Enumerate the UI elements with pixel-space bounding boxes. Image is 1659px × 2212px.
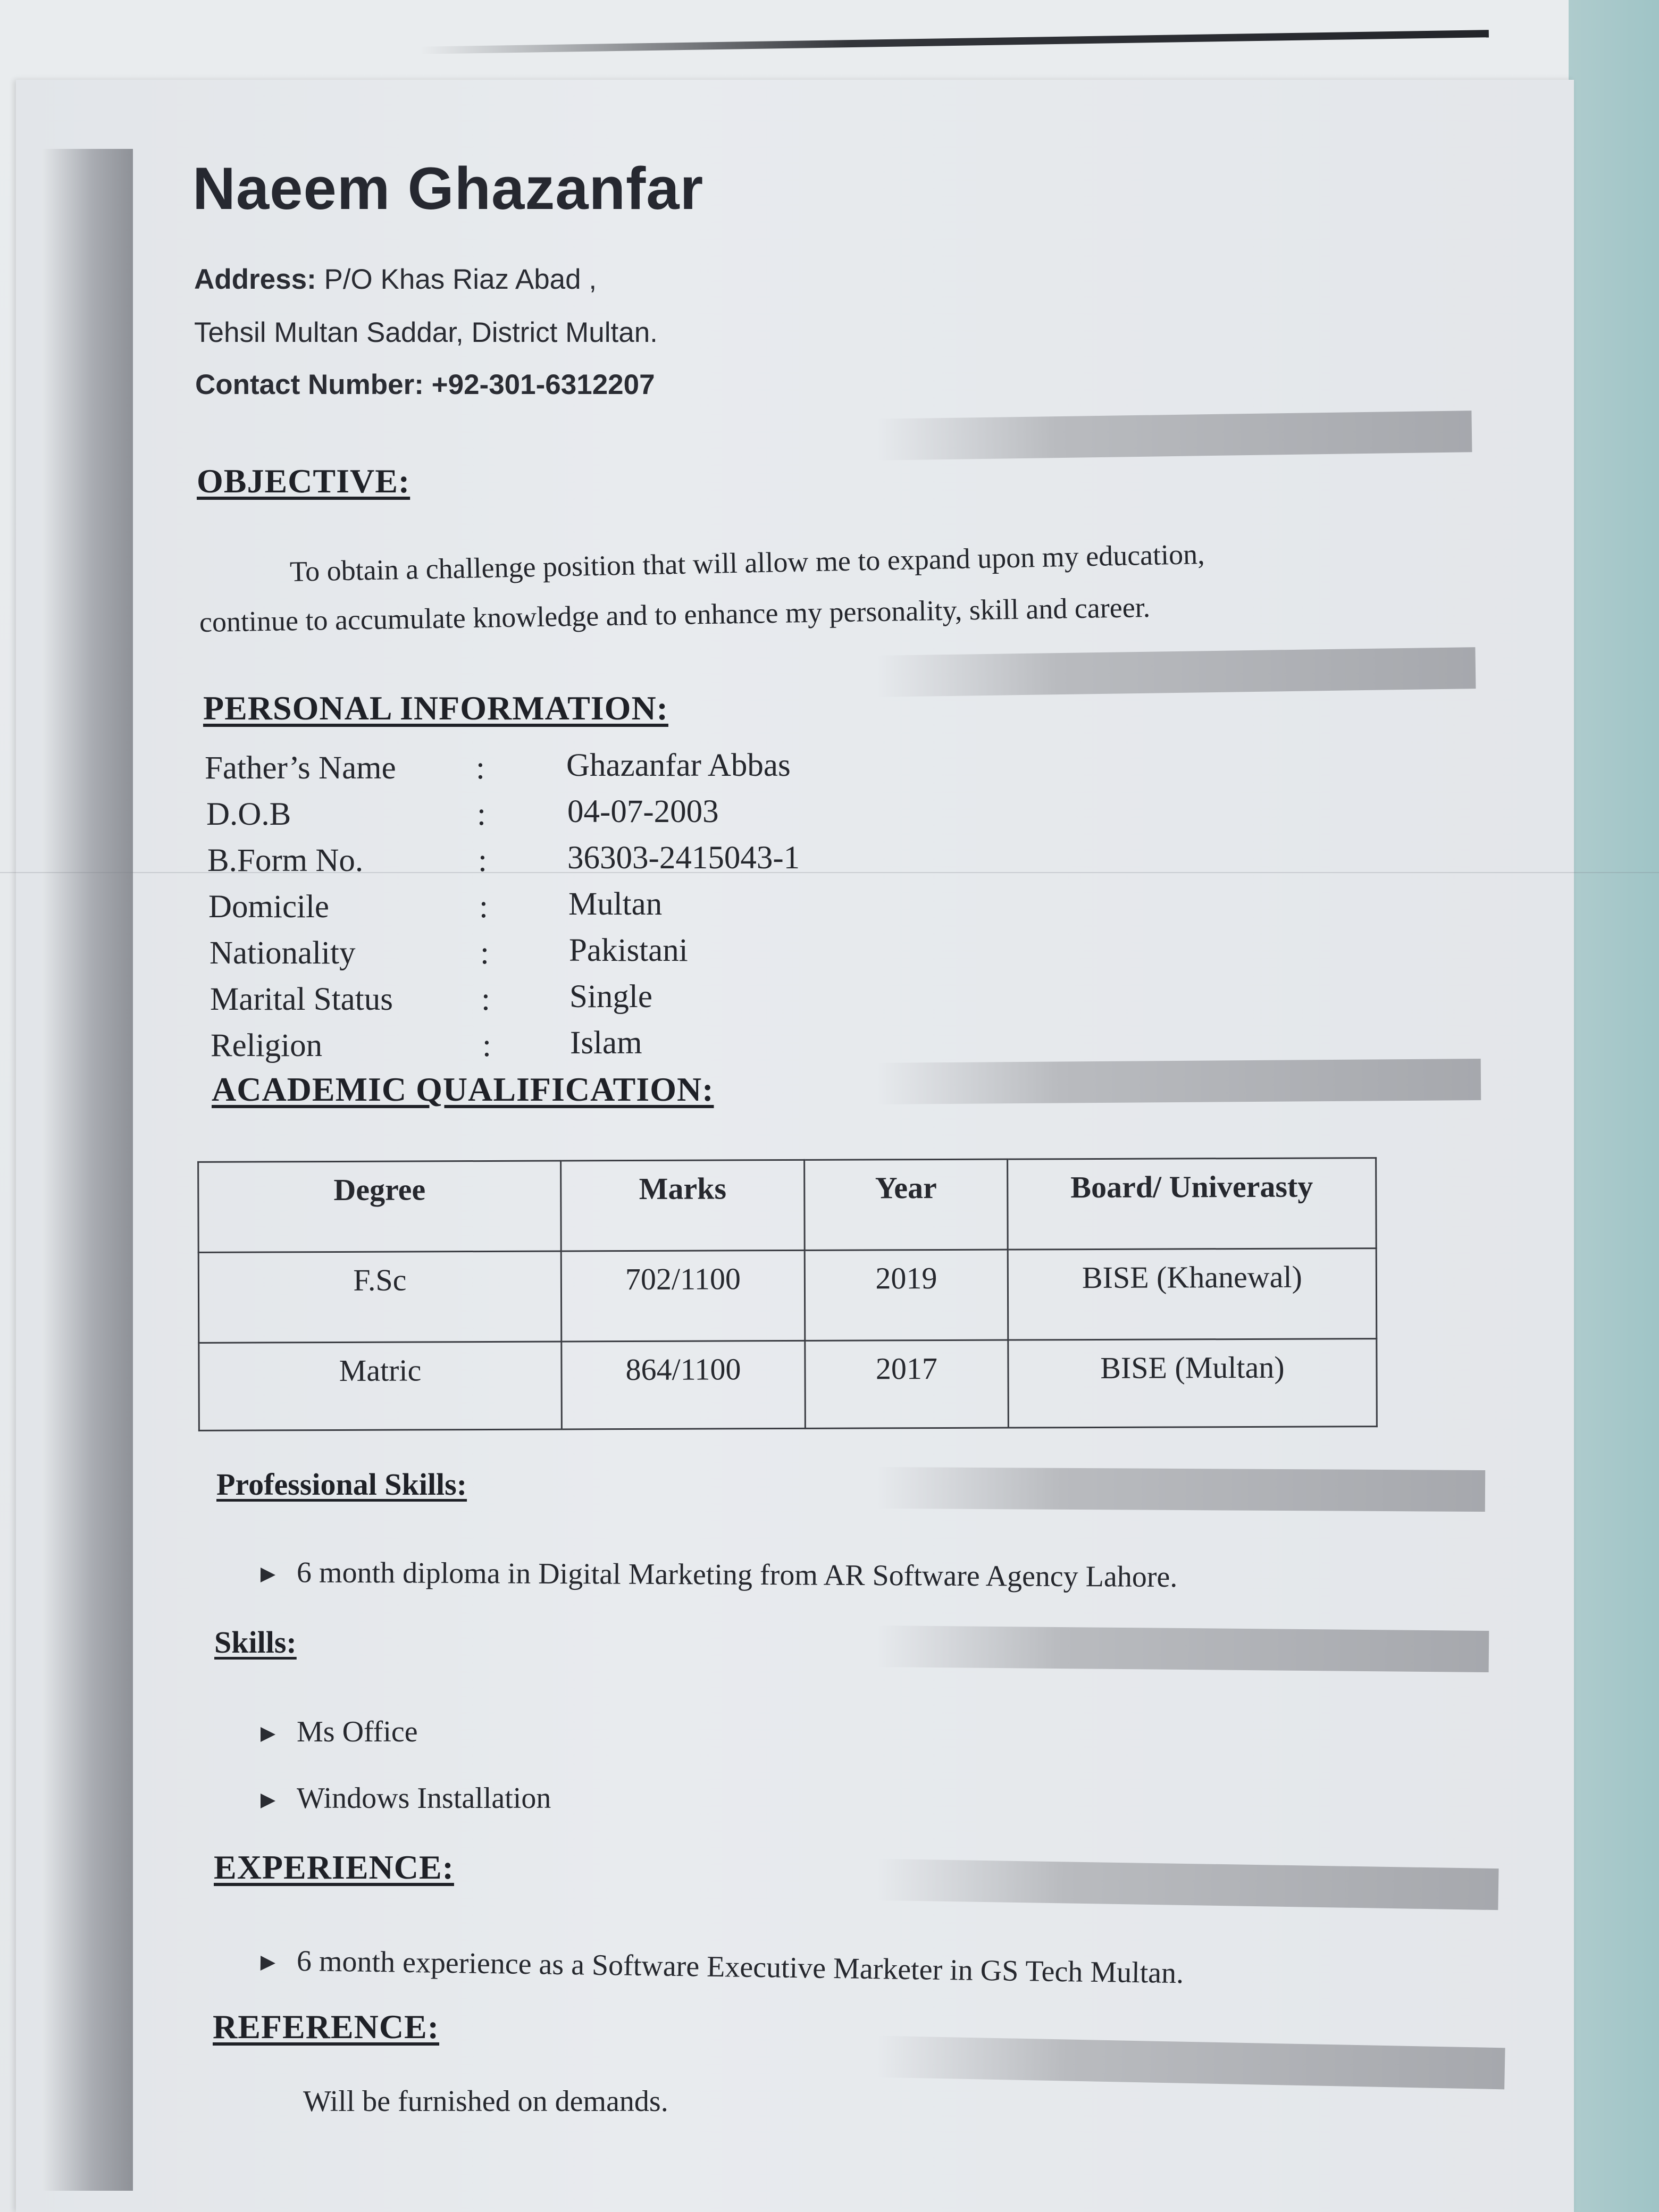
objective-line-1: To obtain a challenge position that will allow me to expand upon my education, (289, 538, 1205, 588)
address-line-1 (194, 263, 597, 296)
info-value-fathers-name: Ghazanfar Abbas (566, 748, 791, 783)
info-value-dob: 04-07-2003 (567, 794, 719, 830)
arrow-bullet-icon (261, 1727, 275, 1742)
experience-text: 6 month experience as a Software Executive Marketer in GS Tech Multan. (296, 1944, 1184, 1990)
info-label-dob: D.O.B (206, 797, 291, 832)
reference-text: Will be furnished on demands. (303, 2085, 668, 2118)
info-label-religion: Religion (211, 1028, 323, 1063)
cell-marks: 864/1100 (562, 1340, 806, 1429)
table-row (199, 1339, 1377, 1431)
info-colon: : (480, 935, 489, 971)
skill-item-windows-installation (261, 1781, 551, 1815)
contact-label: Contact Number: (195, 369, 424, 400)
skill-text: Ms Office (297, 1715, 418, 1748)
skills-heading: Skills: (214, 1625, 297, 1660)
arrow-bullet-icon (261, 1794, 275, 1808)
arrow-bullet-icon (261, 1956, 275, 1971)
personal-heading-bar (877, 647, 1476, 697)
info-label-domicile: Domicile (208, 889, 329, 925)
contact-value: +92-301-6312207 (431, 369, 655, 400)
cell-board: BISE (Khanewal) (1008, 1249, 1377, 1340)
skill-item-ms-office (261, 1715, 418, 1749)
cell-year: 2019 (805, 1250, 1008, 1340)
experience-heading: EXPERIENCE: (214, 1848, 454, 1886)
info-colon: : (476, 750, 485, 786)
info-value-bform: 36303-2415043-1 (567, 840, 800, 876)
info-label-fathers-name: Father’s Name (205, 750, 396, 786)
reference-heading: REFERENCE: (213, 2008, 440, 2046)
column-header-marks: Marks (561, 1160, 805, 1251)
skills-heading-bar (877, 1626, 1489, 1672)
info-label-marital-status: Marital Status (210, 982, 393, 1017)
academic-table (197, 1157, 1378, 1431)
column-header-board: Board/ Univerasty (1008, 1158, 1377, 1250)
personal-heading: PERSONAL INFORMATION: (203, 689, 668, 727)
professional-skill-item (261, 1555, 1178, 1594)
skill-text: Windows Installation (297, 1782, 551, 1815)
cell-year: 2017 (805, 1340, 1009, 1428)
info-value-religion: Islam (570, 1025, 642, 1061)
info-label-nationality: Nationality (210, 935, 356, 971)
cell-board: BISE (Multan) (1008, 1339, 1377, 1428)
professional-skills-heading-bar (877, 1467, 1485, 1512)
professional-skill-text: 6 month diploma in Digital Marketing from AR Software Agency Lahore. (296, 1556, 1178, 1594)
arrow-bullet-icon (261, 1568, 275, 1582)
address-label: Address: (194, 264, 316, 295)
candidate-name: Naeem Ghazanfar (192, 155, 704, 222)
left-decorative-bar (43, 149, 133, 2191)
table-header-row (198, 1158, 1377, 1253)
academic-heading-bar (877, 1059, 1481, 1104)
info-value-domicile: Multan (568, 886, 663, 922)
academic-heading: ACADEMIC QUALIFICATION: (212, 1070, 714, 1108)
table-row (198, 1249, 1377, 1343)
info-value-marital-status: Single (569, 979, 652, 1015)
objective-heading-bar (877, 410, 1472, 460)
info-value-nationality: Pakistani (569, 933, 688, 968)
objective-line-2: continue to accumulate knowledge and to enhance my personality, skill and career. (199, 591, 1151, 638)
cell-degree: Matric (199, 1342, 562, 1430)
contact-line (195, 368, 655, 401)
cell-degree: F.Sc (198, 1251, 562, 1343)
info-colon: : (482, 1028, 491, 1063)
column-header-year: Year (805, 1159, 1008, 1250)
column-header-degree: Degree (198, 1161, 562, 1252)
address-value-1: P/O Khas Riaz Abad , (324, 264, 597, 295)
cell-marks: 702/1100 (561, 1250, 805, 1342)
info-colon: : (478, 843, 487, 878)
info-colon: : (477, 797, 486, 832)
info-label-bform: B.Form No. (207, 843, 364, 878)
professional-skills-heading: Professional Skills: (216, 1467, 467, 1502)
address-line-2: Tehsil Multan Saddar, District Multan. (194, 317, 658, 348)
objective-heading: OBJECTIVE: (197, 462, 410, 500)
info-colon: : (479, 889, 488, 925)
info-colon: : (481, 982, 490, 1017)
